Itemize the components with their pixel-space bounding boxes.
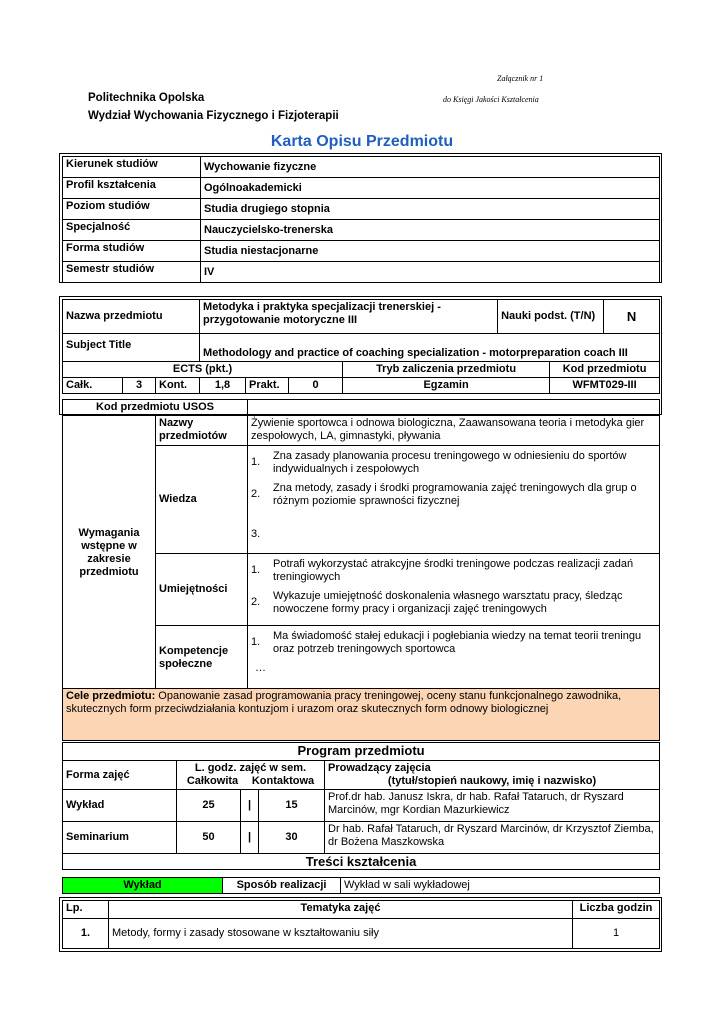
kod-value: WFMT029-III	[550, 378, 660, 394]
program-title: Program przedmiotu	[63, 743, 660, 761]
hours-separator: |	[241, 822, 259, 854]
prowadzacy-value: Dr hab. Rafał Tataruch, dr Ryszard Marcinów, dr Krzysztof Ziemba, dr Bożena Maszkowska	[325, 822, 660, 854]
cele-cell	[63, 689, 660, 741]
tresci-title: Treści kształcenia	[63, 854, 660, 870]
umiejetnosci-label: Umiejętności	[156, 554, 248, 626]
attachment-reference: do Księgi Jakości Kształcenia	[443, 95, 539, 104]
tematyka-label: Tematyka zajęć	[109, 901, 573, 919]
forma-value: Wykład	[63, 790, 177, 822]
temat-value: Metody, formy i zasady stosowane w kształtowaniu siły	[109, 919, 573, 949]
prowadzacy-sub: (tytuł/stopień naukowy, imię i nazwisko)	[387, 775, 597, 787]
attachment-number: Załącznik nr 1	[497, 74, 544, 83]
sposob-value: Wykład w sali wykładowej	[341, 878, 660, 894]
kompetencje-label: Kompetencje społeczne	[156, 626, 248, 690]
cele-label: Cele przedmiotu:	[66, 690, 156, 702]
wiedza-label: Wiedza	[156, 446, 248, 554]
info-label: Specjalność	[63, 220, 201, 241]
topics-table	[62, 900, 660, 949]
list-item: 1. Zna zasady planowania procesu treningowego w odniesieniu do sportów indywidualnych i zespołowych	[251, 450, 627, 475]
table-row	[63, 822, 660, 854]
hours-header	[177, 761, 325, 790]
prakt-label: Prakt.	[246, 378, 289, 394]
kontaktowa-value: 30	[259, 822, 325, 854]
table-row	[63, 919, 660, 949]
wyklad-tag: Wykład	[63, 878, 223, 894]
godz-label: L. godz. zajęć w sem.	[194, 762, 307, 774]
list-item: 3.	[251, 528, 261, 540]
table-row	[63, 790, 660, 822]
kompetencje-list	[248, 626, 660, 690]
calkowita-value: 25	[177, 790, 241, 822]
tresci-method-table	[62, 877, 660, 894]
wiedza-list	[248, 446, 660, 554]
calkowita-value: 50	[177, 822, 241, 854]
kontaktowa-value: 15	[259, 790, 325, 822]
info-label: Poziom studiów	[63, 199, 201, 220]
subject-name-label: Nazwa przedmiotu	[63, 300, 200, 334]
tryb-value: Egzamin	[343, 378, 550, 394]
kont-label: Kont.	[156, 378, 200, 394]
nazwy-label: Nazwy przedmiotów	[156, 416, 248, 446]
info-value: Studia niestacjonarne	[201, 241, 660, 262]
cele-text: Opanowanie zasad programowania pracy treningowej, oceny stanu funkcjonalnego zawodnika, skutecznych form przeciwdziałania kontuzjom i urazom oraz skutecznych form odnowy biologicznej	[66, 690, 622, 715]
forma-value: Seminarium	[63, 822, 177, 854]
requirements-table	[62, 399, 660, 690]
prakt-value: 0	[289, 378, 343, 394]
usos-value	[248, 400, 660, 416]
calk-value: 3	[123, 378, 156, 394]
ects-label: ECTS (pkt.)	[63, 362, 343, 378]
kompetencje-more: …	[255, 662, 267, 674]
sposob-label: Sposób realizacji	[223, 878, 341, 894]
list-item: 2. Wykazuje umiejętność doskonalenia własnego warsztatu pracy, śledząc nowoczene formy pracy i organizacji zajęć treningowych	[251, 590, 623, 615]
umiejetnosci-list	[248, 554, 660, 626]
info-value: Wychowanie fizyczne	[201, 157, 660, 178]
faculty-name: Wydział Wychowania Fizycznego i Fizjoterapii	[88, 110, 339, 122]
lp-value: 1.	[63, 919, 109, 949]
info-value: Nauczycielsko-trenerska	[201, 220, 660, 241]
list-item: 1. Potrafi wykorzystać atrakcyjne środki treningowe podczas realizacji zadań treningiowych	[251, 558, 634, 583]
info-label: Forma studiów	[63, 241, 201, 262]
program-table	[62, 742, 660, 870]
info-value: Ogólnoakademicki	[201, 178, 660, 199]
tryb-label: Tryb zaliczenia przedmiotu	[343, 362, 550, 378]
requirements-label: Wymagania wstępne w zakresie przedmiotu	[63, 416, 156, 690]
usos-label: Kod przedmiotu USOS	[63, 400, 248, 416]
kod-label: Kod przedmiotu	[550, 362, 660, 378]
kontaktowa-label: Kontaktowa	[251, 775, 315, 787]
basic-sciences-value: N	[604, 300, 660, 334]
subject-table	[62, 299, 660, 394]
info-value: Studia drugiego stopnia	[201, 199, 660, 220]
list-item: 2. Zna metody, zasady i środki programowania zajęć treningowych dla grup o różnym poziomie sprawności fizycznej	[251, 482, 637, 507]
university-name: Politechnika Opolska	[88, 92, 205, 104]
calkowita-label: Całkowita	[186, 775, 239, 787]
subject-title-value: Methodology and practice of coaching specialization - motorpreparation coach III	[200, 334, 660, 362]
prowadzacy-label: Prowadzący zajęcia	[328, 762, 431, 774]
info-value: IV	[201, 262, 660, 283]
subject-title-label: Subject Title	[63, 334, 200, 362]
page-title: Karta Opisu Przedmiotu	[270, 133, 454, 150]
forma-label: Forma zajęć	[63, 761, 177, 790]
info-table	[62, 156, 660, 283]
nazwy-value: Żywienie sportowca i odnowa biologiczna, Zaawansowana teoria i metodyka gier zespołowych, LA, gimnastyki, pływania	[248, 416, 660, 446]
calk-label: Całk.	[63, 378, 123, 394]
liczba-label: Liczba godzin	[573, 901, 660, 919]
goals-table	[62, 688, 660, 741]
list-item: 1. Ma świadomość stałej edukacji i pogłebiania wiedzy na temat teorii treningu oraz potrzeb treningowych sportowca	[251, 630, 642, 655]
subject-name-value: Metodyka i praktyka specjalizacji trenerskiej - przygotowanie motoryczne III	[200, 300, 498, 334]
prowadzacy-value: Prof.dr hab. Janusz Iskra, dr hab. Rafał Tataruch, dr Ryszard Marcinów, mgr Kordian Mazurkiewicz	[325, 790, 660, 822]
basic-sciences-label: Nauki podst. (T/N)	[498, 300, 604, 334]
info-label: Semestr studiów	[63, 262, 201, 283]
prowadzacy-header	[325, 761, 660, 790]
lp-label: Lp.	[63, 901, 109, 919]
godziny-value: 1	[573, 919, 660, 949]
info-label: Profil kształcenia	[63, 178, 201, 199]
kont-value: 1,8	[200, 378, 246, 394]
hours-separator: |	[241, 790, 259, 822]
info-label: Kierunek studiów	[63, 157, 201, 178]
